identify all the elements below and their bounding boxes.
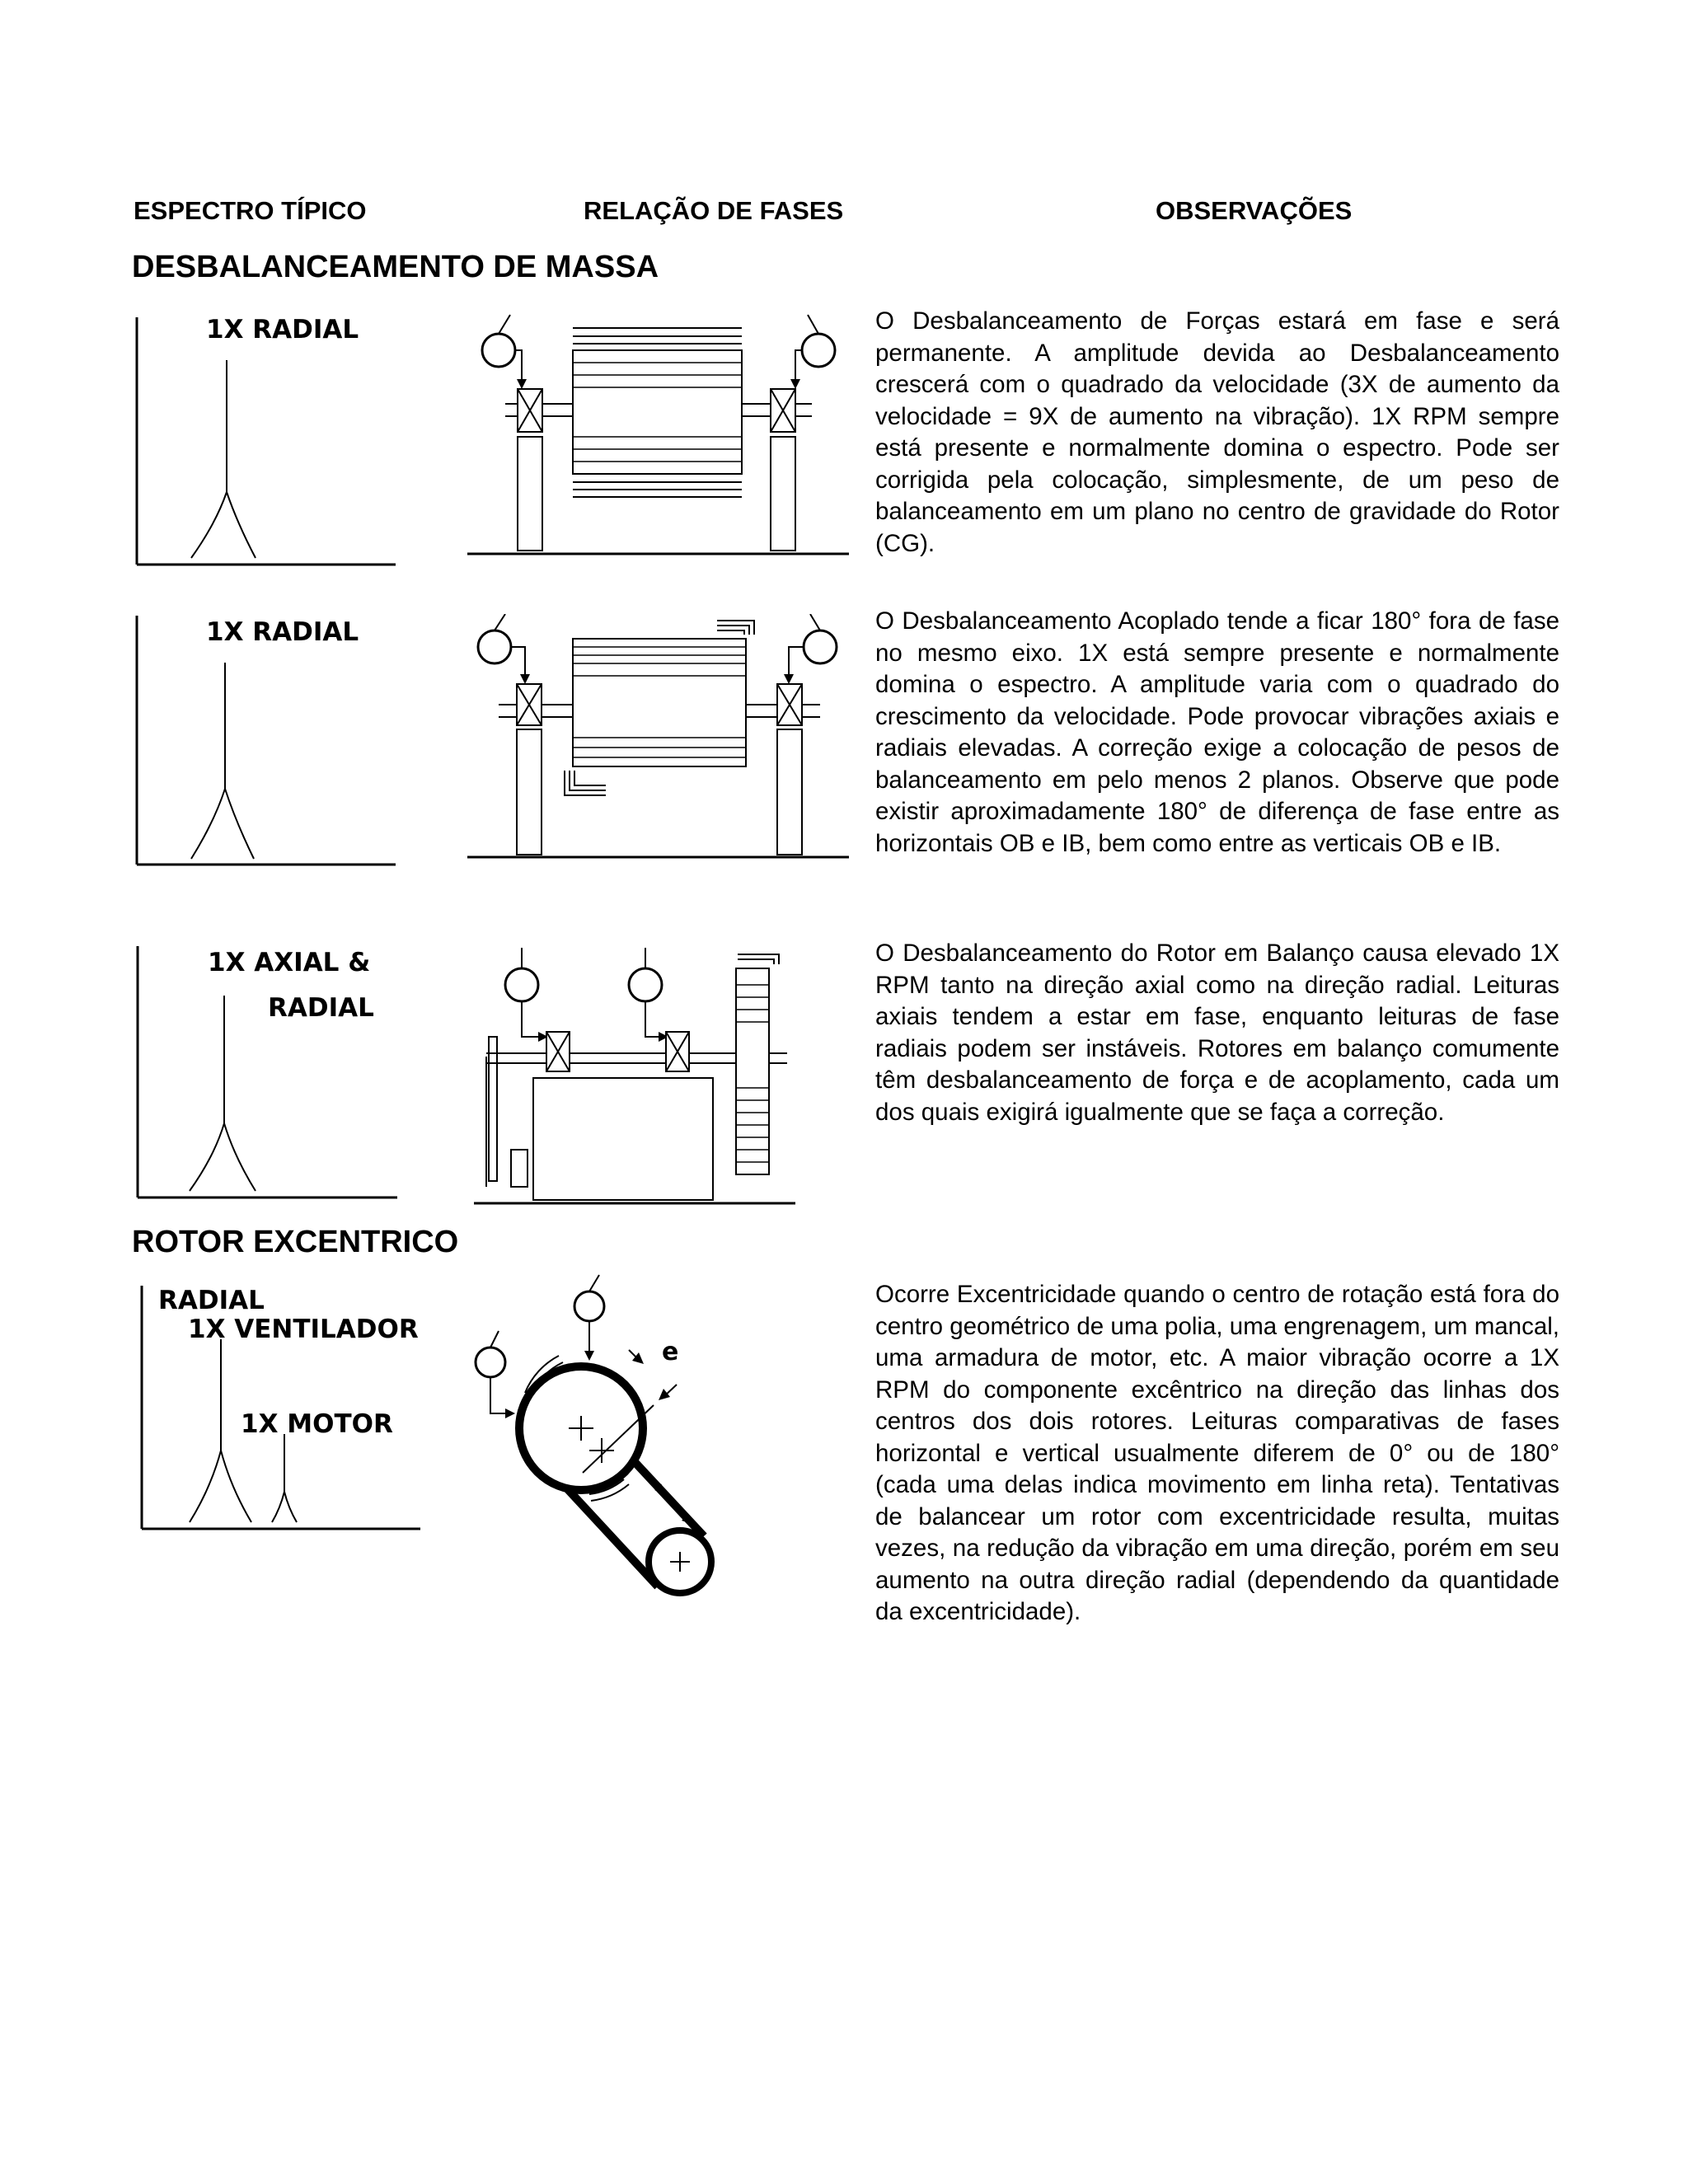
spectrum-label-3b: RADIAL [268, 993, 374, 1023]
phase-diagram-force-unbalance [466, 313, 853, 560]
spectrum-figure-2 [132, 612, 404, 875]
column-header-spectrum: ESPECTRO TÍPICO [134, 196, 367, 225]
spectrum-label-motor: 1X MOTOR [241, 1409, 393, 1439]
phase-diagram-overhung-rotor [474, 948, 837, 1207]
observation-couple-unbalance: O Desbalanceamento Acoplado tende a ficar 180° fora de fase no mesmo eixo. 1X está sempre presente e normalmente domina o espectro. A amplitude varia com o quadrado do crescimento da velocidade. Pode provocar vibrações axiais e radiais elevadas. A correção exige a colocação de pesos de balanceamento em pelo menos 2 planos. Observe que pode existir aproximadamente 180° de diferença de fase entre as horizontais OB e IB, bem como entre as verticais OB e IB. [875, 607, 1559, 857]
section-title-mass-unbalance: DESBALANCEAMENTO DE MASSA [132, 250, 659, 284]
observation-overhung-rotor: O Desbalanceamento do Rotor em Balanço causa elevado 1X RPM tanto na direção axial como na direção radial. Leituras axiais tendem a estar em fase, enquanto leituras de fase radiais podem ser instáveis. Rotores em balanço comumente têm desbalanceamento de força e de acoplamento, cada um dos quais exigirá igualmente que se faça a correção. [875, 940, 1559, 1126]
phase-diagram-eccentric-pulley [466, 1273, 779, 1611]
observation-force-unbalance: O Desbalanceamento de Forças estará em fase e será permanente. A amplitude devida ao Desbalanceamento crescerá com o quadrado da velocidade (3X de aumento da velocidade = 9X de aumento na vibração). 1X RPM sempre está presente e normalmente domina o espectro. Pode ser corrigida pela colocação, simplesmente, de um peso de balanceamento em um plano no centro de gravidade do Rotor (CG). [875, 307, 1559, 557]
spectrum-figure-3 [132, 942, 404, 1206]
spectrum-label-2: 1X RADIAL [206, 617, 359, 647]
eccentricity-label: e [662, 1338, 679, 1366]
column-header-phase: RELAÇÃO DE FASES [584, 196, 844, 225]
spectrum-figure-1 [132, 309, 404, 573]
spectrum-label-radial: RADIAL [158, 1286, 265, 1315]
phase-diagram-couple-unbalance [466, 614, 853, 861]
column-header-observations: OBSERVAÇÕES [1156, 196, 1353, 225]
spectrum-label-1: 1X RADIAL [206, 315, 359, 344]
spectrum-figure-4 [132, 1282, 429, 1537]
section-title-eccentric-rotor: ROTOR EXCENTRICO [132, 1225, 459, 1259]
observation-eccentric-rotor: Ocorre Excentricidade quando o centro de rotação está fora do centro geométrico de uma polia, uma engrenagem, um mancal, uma armadura de motor, etc. A maior vibração ocorre a 1X RPM do componente excêntrico na direção das linhas dos centros dos dois rotores. Leituras comparativas de fases horizontal e vertical usualmente diferem de 0° ou de 180° (cada uma delas indica movimento em linha reta). Tentativas de balancear um rotor com excentricidade resulta, muitas vezes, na redução da vibração em uma direção, porém em seu aumento na outra direção radial (dependendo da quantidade da excentricidade). [875, 1281, 1559, 1625]
spectrum-label-fan: 1X VENTILADOR [188, 1315, 419, 1344]
spectrum-label-3a: 1X AXIAL & [208, 948, 371, 977]
